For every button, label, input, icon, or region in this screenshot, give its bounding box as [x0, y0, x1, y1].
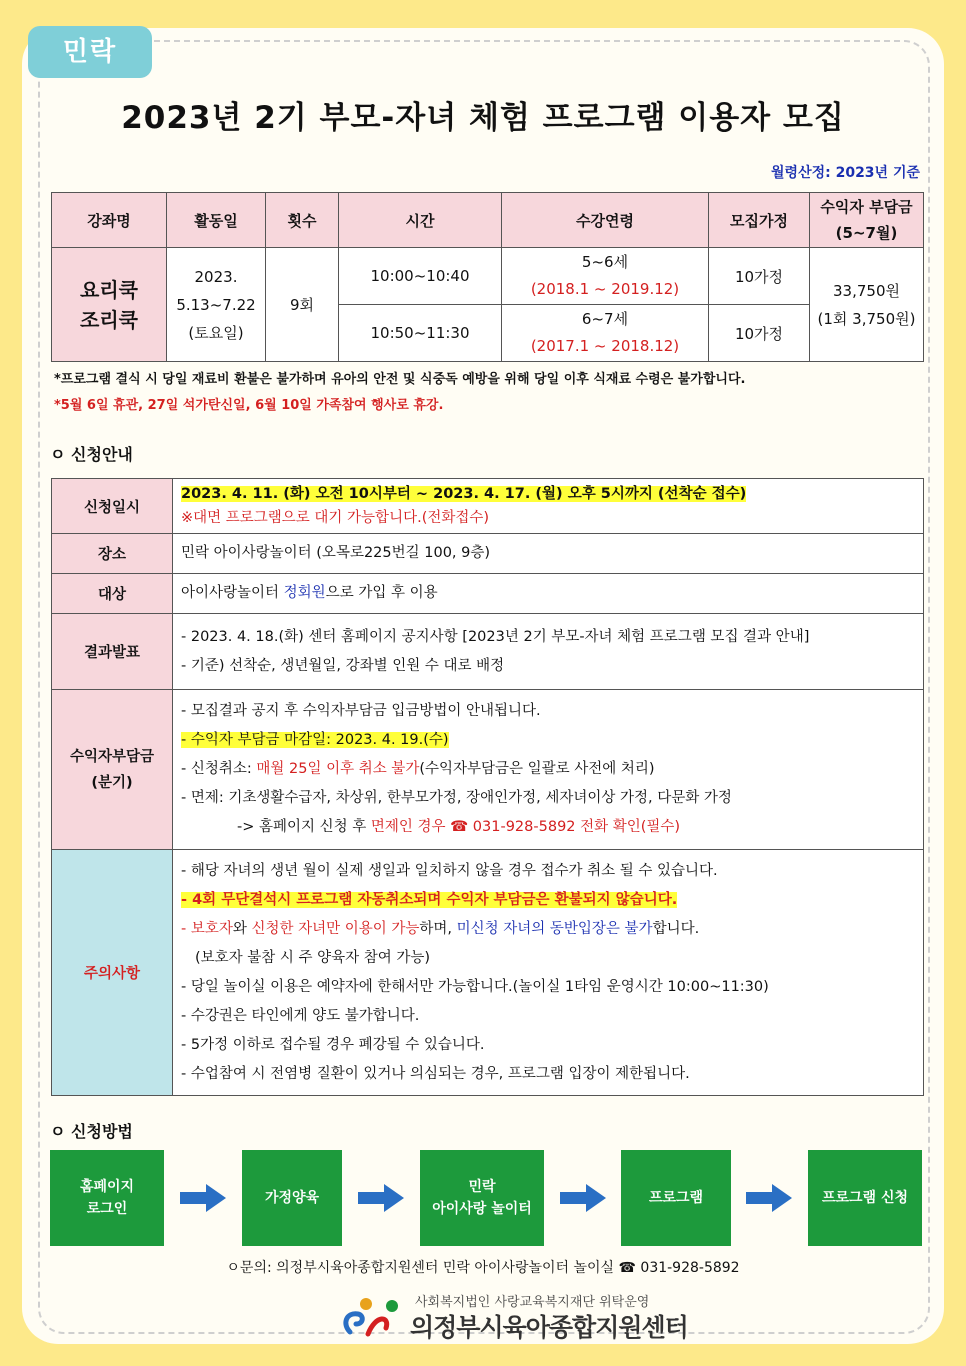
label-period: 신청일시	[52, 479, 173, 534]
center-logo-icon	[342, 1294, 408, 1342]
step-program: 프로그램	[621, 1150, 731, 1246]
table-row	[52, 534, 924, 574]
age-group-2: 6~7세 (2017.1 ~ 2018.12)	[502, 305, 709, 362]
course-name: 요리쿡 조리쿡	[52, 248, 167, 362]
label-caution: 주의사항	[52, 850, 173, 1096]
caution-content: - 해당 자녀의 생년 월이 실제 생일과 일치하지 않을 경우 접수가 취소 될 수 있습니다. - 4회 무단결석시 프로그램 자동취소되며 수익자 부담금은 환불되지 않습니다. - 보호자와 신청한 자녀만 이용이 가능하며, 미신청 자녀의 동반입장은 불가합니다. (보호자 불참 시 주 양육자 참여 가능) - 당일 놀이실 이용은 예약자에 한해서만 가능합니다.(놀이실 1타임 운영시간 10:00~11:30) - 수강권은 타인에게 양도 불가합니다. - 5가정 이하로 접수될 경우 폐강될 수 있습니다. - 수업참여 시 전염병 질환이 있거나 의심되는 경우, 프로그램 입장이 제한됩니다.	[173, 850, 924, 1096]
step-homepage-login: 홈페이지 로그인	[50, 1150, 164, 1246]
label-fee: 수익자부담금 (분기)	[52, 690, 173, 850]
activity-date: 2023. 5.13~7.22 (토요일)	[167, 248, 266, 362]
fee-content: - 모집결과 공지 후 수익자부담금 입금방법이 안내됩니다. - 수익자 부담금 마감일: 2023. 4. 19.(수) - 신청취소: 매월 25일 이후 취소 불가(수익자부담금은 일괄로 사전에 처리) - 면제: 기초생활수급자, 차상위, 한부모가정, 장애인가정, 세자녀이상 가정, 다문화 가정 -> 홈페이지 신청 후 면제인 경우 ☎ 031-928-5892 전화 확인(필수)	[173, 690, 924, 850]
time-slot-2: 10:50~11:30	[339, 305, 502, 362]
table-row	[52, 248, 924, 305]
logo-subtitle: 사회복지법인 사랑교육복지재단 위탁운영	[415, 1295, 650, 1310]
period-note: ※대면 프로그램으로 대기 가능합니다.(전화접수)	[181, 510, 490, 526]
holiday-note: *5월 6일 휴관, 27일 석가탄신일, 6월 10일 가족참여 행사로 휴강.	[54, 398, 444, 413]
arrow-right-icon	[180, 1184, 226, 1212]
absence-warning: - 4회 무단결석시 프로그램 자동취소되며 수익자 부담금은 환불되지 않습니다.	[181, 891, 678, 908]
families-1: 10가정	[709, 248, 810, 305]
result-content: - 2023. 4. 18.(화) 센터 홈페이지 공지사항 [2023년 2기 부모-자녀 체험 프로그램 모집 결과 안내] - 기준) 선착순, 생년월일, 강좌별 인원 수 대로 배정	[173, 614, 924, 690]
table-row	[52, 850, 924, 1096]
table-row	[52, 614, 924, 690]
poster-title: 2023년 2기 부모-자녀 체험 프로그램 이용자 모집	[121, 100, 845, 136]
step-home-care: 가정양육	[242, 1150, 342, 1246]
fee-amount: 33,750원 (1회 3,750원)	[810, 248, 924, 362]
target-content: 아이사랑놀이터 정회원으로 가입 후 이용	[173, 574, 924, 614]
arrow-right-icon	[358, 1184, 404, 1212]
label-place: 장소	[52, 534, 173, 574]
arrow-right-icon	[560, 1184, 606, 1212]
header-fee: 수익자 부담금 (5~7월)	[810, 193, 924, 248]
session-count: 9회	[266, 248, 339, 362]
step-minrak-playground: 민락 아이사랑 놀이터	[420, 1150, 544, 1246]
age-group-1: 5~6세 (2018.1 ~ 2019.12)	[502, 248, 709, 305]
branch-badge: 민락	[28, 26, 152, 78]
age-basis-note: 월령산정: 2023년 기준	[771, 165, 920, 181]
header-date: 활동일	[167, 193, 266, 248]
member-type: 정회원	[283, 585, 326, 601]
header-time: 시간	[339, 193, 502, 248]
step-program-apply: 프로그램 신청	[808, 1150, 922, 1246]
table-row	[52, 574, 924, 614]
time-slot-1: 10:00~10:40	[339, 248, 502, 305]
info-table	[51, 478, 924, 1096]
header-course: 강좌명	[52, 193, 167, 248]
families-2: 10가정	[709, 305, 810, 362]
section-heading-info: ㅇ 신청안내	[50, 445, 133, 464]
section-heading-method: ㅇ 신청방법	[50, 1122, 133, 1141]
application-steps	[50, 1150, 922, 1246]
period-content	[173, 479, 924, 534]
label-target: 대상	[52, 574, 173, 614]
place-text: 민락 아이사랑놀이터 (오목로225번길 100, 9층)	[173, 534, 924, 574]
table-header-row	[52, 193, 924, 248]
table-row	[52, 479, 924, 534]
label-result: 결과발표	[52, 614, 173, 690]
program-table	[51, 192, 924, 362]
fee-deadline: - 수익자 부담금 마감일: 2023. 4. 19.(수)	[181, 732, 449, 748]
inquiry-text: ㅇ문의: 의정부시육아종합지원센터 민락 아이사랑놀이터 놀이실 ☎ 031-928-5892	[226, 1260, 740, 1276]
header-count: 횟수	[266, 193, 339, 248]
table-row	[52, 690, 924, 850]
period-text: 2023. 4. 11. (화) 오전 10시부터 ~ 2023. 4. 17. (월) 오후 5시까지 (선착순 접수)	[181, 486, 747, 502]
header-age: 수강연령	[502, 193, 709, 248]
refund-note: *프로그램 결식 시 당일 재료비 환불은 불가하며 유아의 안전 및 식중독 예방을 위해 당일 이후 식재료 수령은 불가합니다.	[54, 372, 746, 387]
arrow-right-icon	[746, 1184, 792, 1212]
header-families: 모집가정	[709, 193, 810, 248]
logo-name: 의정부시육아종합지원센터	[410, 1313, 688, 1342]
